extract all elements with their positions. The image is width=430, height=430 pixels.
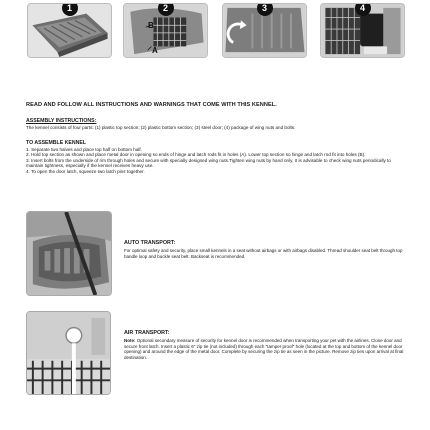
step-number: 2 xyxy=(158,3,174,16)
headline: READ AND FOLLOW ALL INSTRUCTIONS AND WARNINGS THAT COME WITH THIS KENNEL. xyxy=(26,102,277,108)
step-number: 4 xyxy=(355,3,371,16)
air-note-label: Note: xyxy=(124,338,136,344)
auto-transport-body: For optimal safety and security, place small kennels in a seat without airbags or with airbags disabled. Thread shoulder seat belt through top handle loop and buckle seat belt. Backseat is recommended. xyxy=(124,248,403,259)
assemble-step-1: 1. Separate two halves and place top half on bottom half. xyxy=(26,146,142,152)
assembly-body: The kennel consists of four parts: (1) plastic top section; (2) plastic bottom section; (3) steel door; (4) package of wing nuts and bolts. xyxy=(26,124,296,130)
air-transport-photo xyxy=(26,311,111,395)
to-assemble-title: TO ASSEMBLE KENNEL xyxy=(26,140,86,146)
step-number: 3 xyxy=(257,3,273,16)
assembly-title: ASSEMBLY INSTRUCTIONS: xyxy=(26,118,97,124)
callout-label-b: B xyxy=(148,21,154,30)
auto-transport-photo xyxy=(26,211,112,296)
assembly-section xyxy=(26,119,404,130)
step-2-image xyxy=(123,3,208,58)
step-1-image xyxy=(27,3,112,58)
callout-label-a: A xyxy=(152,46,158,55)
to-assemble-section xyxy=(26,141,404,175)
assemble-step-4: 4. To open the door latch, squeeze two latch pins together. xyxy=(26,168,145,174)
step-4-image xyxy=(320,3,405,58)
assemble-step-3: 3. Insert bolts from the underside of rim through holes and secure with specially designed wing nuts.Tighten wing nuts by hand only. It is advisable to check wing nuts periodically to maintain tightness, especially if the kennel receives heavy use. xyxy=(26,157,391,169)
air-transport-title: AIR TRANSPORT: xyxy=(124,330,170,336)
air-transport-body: Optional secondary measure of security for kennel door is recommended when transporting your pet with the airlines. Close door and secure front latch. Insert a plastic 6" zip tie (not included) through each "tamper proof" hole (located at the top and bottom of the kennel door opening) and around the edge of the metal door. Complete by securing the zip tie as seen in the picture. Remove zip ties upon arrival at final destination. xyxy=(124,338,404,360)
auto-transport-section xyxy=(124,241,406,259)
auto-transport-title: AUTO TRANSPORT: xyxy=(124,240,176,246)
assemble-step-2: 2. Hold top section as shown and place metal door in opening so ends of hinge and latch rods fit in holes (A). Lower top section so hinge and latch rod fit into holes (B). xyxy=(26,152,366,158)
air-transport-section xyxy=(124,331,406,360)
air-transport-text xyxy=(124,338,406,360)
step-3-image xyxy=(222,3,307,58)
step-number: 1 xyxy=(62,3,78,16)
